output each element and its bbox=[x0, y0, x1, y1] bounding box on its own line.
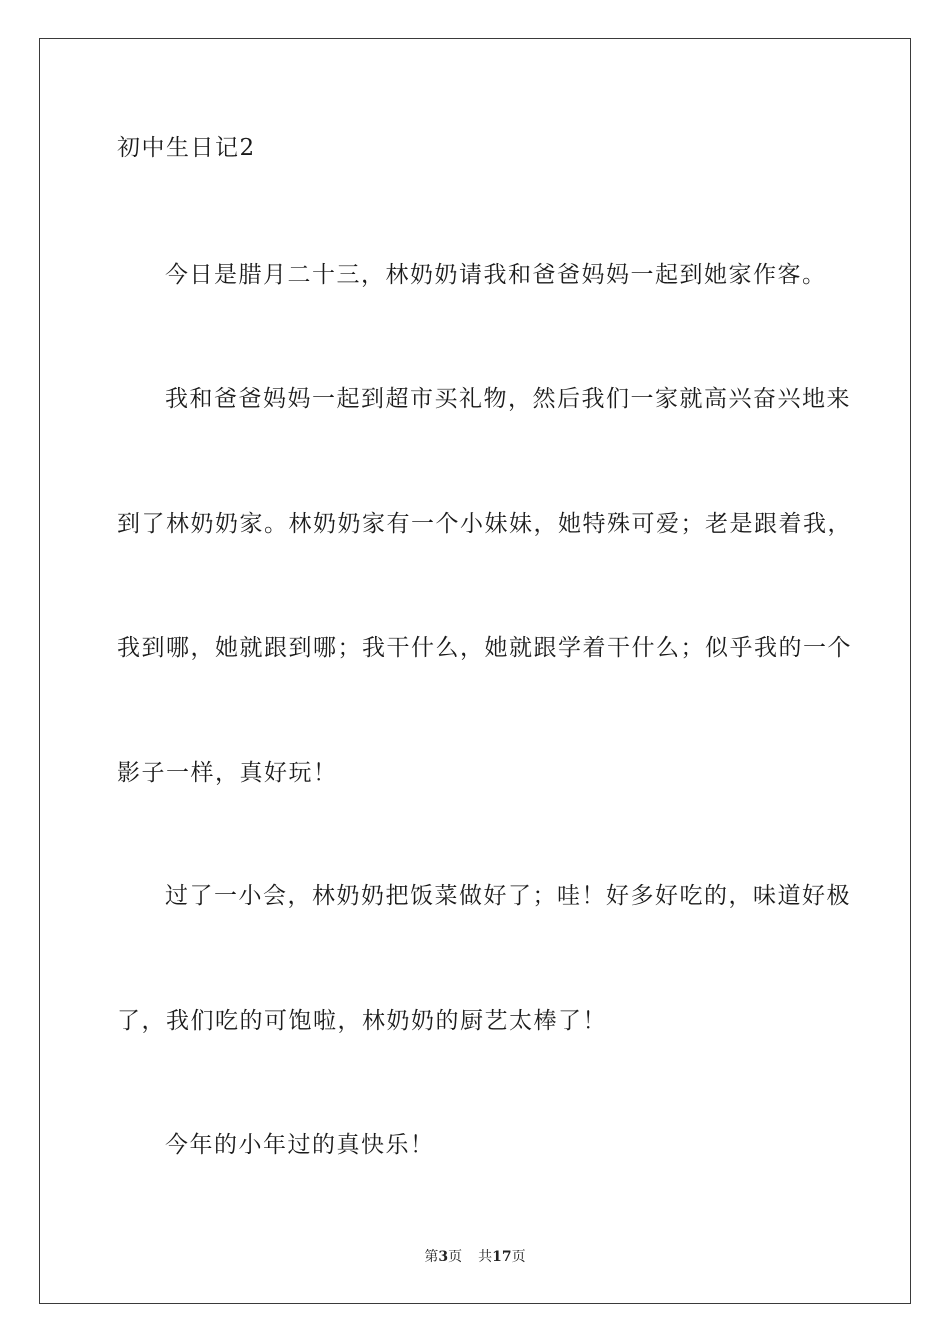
paragraph-4-line-1: 今年的小年过的真快乐！ bbox=[165, 1132, 435, 1158]
footer-page-number: 3 bbox=[438, 1249, 449, 1265]
paragraph-2-line-4: 影子一样，真好玩！ bbox=[117, 760, 338, 786]
footer-total-suffix: 页 bbox=[511, 1249, 526, 1265]
page-footer bbox=[0, 1247, 950, 1267]
paragraph-2-line-3: 我到哪，她就跟到哪；我干什么，她就跟学着干什么；似乎我的一个 bbox=[117, 635, 852, 661]
paragraph-3-line-1: 过了一小会，林奶奶把饭菜做好了；哇！好多好吃的，味道好极 bbox=[165, 883, 851, 909]
paragraph-1-line-1: 今日是腊月二十三，林奶奶请我和爸爸妈妈一起到她家作客。 bbox=[165, 262, 827, 288]
paragraph-2-line-1: 我和爸爸妈妈一起到超市买礼物，然后我们一家就高兴奋兴地来 bbox=[165, 386, 851, 412]
footer-total-prefix: 共 bbox=[478, 1249, 493, 1265]
paragraph-3-line-2: 了，我们吃的可饱啦，林奶奶的厨艺太棒了！ bbox=[117, 1008, 607, 1034]
footer-page-prefix: 第 bbox=[424, 1249, 439, 1265]
paragraph-2-line-2: 到了林奶奶家。林奶奶家有一个小妹妹，她特殊可爱；老是跟着我， bbox=[117, 511, 852, 537]
diary-title: 初中生日记2 bbox=[117, 135, 256, 161]
footer-total-pages: 17 bbox=[492, 1249, 512, 1265]
footer-page-suffix: 页 bbox=[448, 1249, 463, 1265]
page-border bbox=[39, 38, 911, 1304]
